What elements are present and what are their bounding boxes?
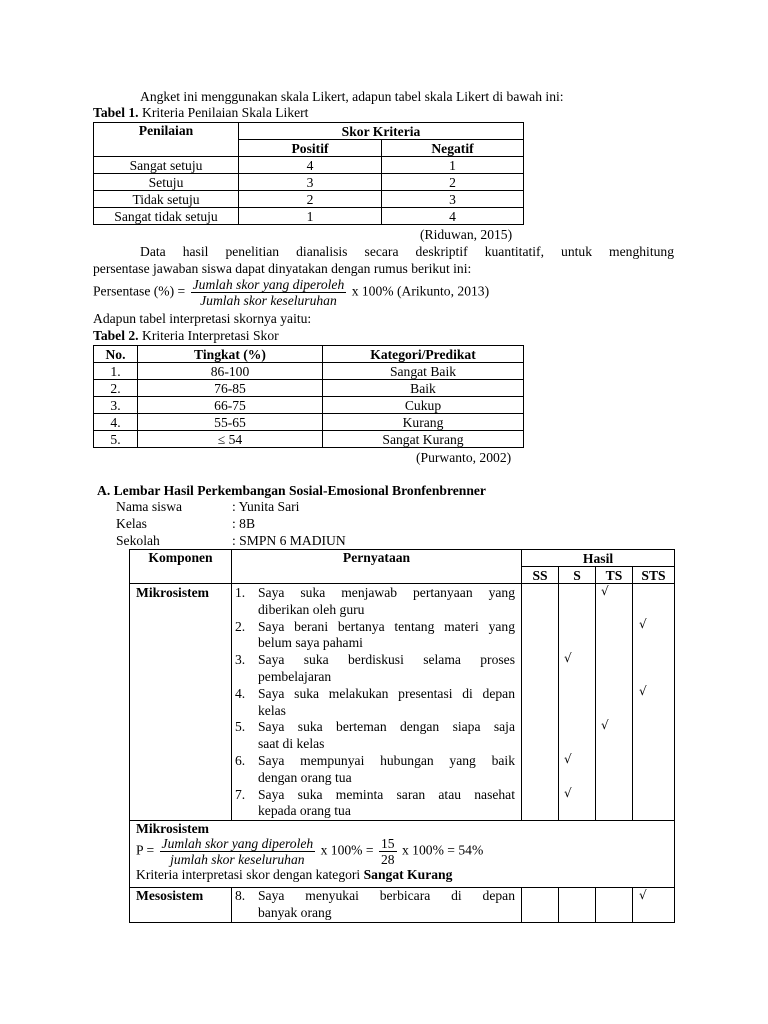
- header-no: No.: [94, 346, 138, 363]
- header-kategori: Kategori/Predikat: [323, 346, 524, 363]
- mikrosistem-summary: [130, 821, 675, 888]
- header-komponen: Komponen: [130, 550, 232, 584]
- col-sts: [633, 888, 675, 923]
- table1-caption: Tabel 1. Kriteria Penilaian Skala Likert: [93, 105, 309, 120]
- table-row: 2. 76-85 Baik: [94, 380, 524, 397]
- list-item: 1. Saya suka menjawab pertanyaan yang diberikan oleh guru: [235, 585, 515, 617]
- mikrosistem-summary-row: [130, 821, 675, 888]
- section-a-heading: A. Lembar Hasil Perkembangan Sosial-Emosional Bronfenbrenner: [97, 483, 486, 498]
- header-positif: Positif: [239, 140, 382, 157]
- social-emotional-result-table: [129, 549, 675, 923]
- list-item: 6. Saya mempunyai hubungan yang baik dengan orang tua: [235, 752, 515, 785]
- student-name-label: Nama siswa: [116, 499, 183, 514]
- table-row: Setuju 3 2: [94, 174, 524, 191]
- check-mark-sts-8: √: [639, 888, 647, 903]
- col-s: [559, 584, 596, 821]
- table-row: 4. 55-65 Kurang: [94, 414, 524, 431]
- summary-fraction: $\frac{\text{Jumlah skor yang diperoleh}}{\text{jumlah skor keseluruhan}}$: [161, 836, 314, 868]
- likert-intro-text: Angket ini menggunakan skala Likert, adapun tabel skala Likert di bawah ini:: [140, 89, 564, 104]
- score-interpretation-table: [93, 345, 524, 448]
- header-s: S: [559, 567, 596, 584]
- col-ts: [596, 584, 633, 821]
- criteria-category: Sangat Kurang: [363, 867, 453, 883]
- check-mark-sts-4: √: [639, 684, 647, 698]
- formula-fraction: $\frac{\text{Jumlah skor yang diperoleh}}{\text{Jumlah skor keseluruhan}}$: [192, 277, 345, 308]
- analysis-paragraph-line2: persentase jawaban siswa dapat dinyatakan dengan rumus berikut ini:: [93, 261, 472, 276]
- check-mark-s-7: √: [564, 786, 572, 800]
- check-mark-ts-1: √: [601, 584, 609, 598]
- check-mark-sts-2: √: [639, 617, 647, 631]
- header-ss: SS: [522, 567, 559, 584]
- student-name-value: : Yunita Sari: [232, 499, 300, 514]
- mesosistem-row: [130, 888, 675, 923]
- header-ts: TS: [596, 567, 633, 584]
- class-value: : 8B: [232, 516, 256, 531]
- header-sts: STS: [633, 567, 675, 584]
- col-ss: [522, 584, 559, 821]
- list-item: 2. Saya berani bertanya tentang materi yang belum saya pahami: [235, 618, 515, 651]
- table-row: 3. 66-75 Cukup: [94, 397, 524, 414]
- list-item: 7. Saya suka meminta saran atau nasehat kepada orang tua: [235, 786, 515, 819]
- col-ts: [596, 888, 633, 923]
- col-ss: [522, 888, 559, 923]
- school-label: Sekolah: [116, 533, 160, 548]
- mikrosistem-statements: [232, 584, 522, 821]
- table1-source: (Riduwan, 2015): [420, 227, 513, 242]
- summary-formula: P = $\frac{\text{Jumlah skor yang diperoleh}}{\text{jumlah skor keseluruhan}}$ x 100% = $\frac{15}{28}$ x 100% = 54%: [136, 836, 484, 868]
- mikrosistem-label: Mikrosistem: [130, 584, 232, 821]
- table2-caption: Tabel 2. Kriteria Interpretasi Skor: [93, 328, 279, 343]
- mesosistem-statements: [232, 888, 522, 923]
- analysis-paragraph-line1: Data hasil penelitian dianalisis secara deskriptif kuantitatif, untuk menghitung: [140, 244, 674, 259]
- table2-source: (Purwanto, 2002): [416, 450, 512, 465]
- mikrosistem-row: [130, 584, 675, 821]
- class-label: Kelas: [116, 516, 147, 531]
- header-negatif: Negatif: [382, 140, 524, 157]
- school-value: : SMPN 6 MADIUN: [232, 533, 346, 548]
- percentage-formula: Persentase (%) = $\frac{\text{Jumlah skor yang diperoleh}}{\text{Jumlah skor keseluruhan}}$ x 100% (Arikunto, 2013): [93, 277, 490, 308]
- list-item: 8. Saya menyukai berbicara di depan banyak orang: [235, 888, 515, 920]
- score-fraction: $\frac{15}{28}$: [380, 836, 395, 868]
- list-item: 4. Saya suka melakukan presentasi di depan kelas: [235, 685, 515, 718]
- table-row: 5. ≤ 54 Sangat Kurang: [94, 431, 524, 448]
- header-skor-kriteria: Skor Kriteria: [239, 123, 524, 140]
- header-tingkat: Tingkat (%): [138, 346, 323, 363]
- table-row: Tidak setuju 2 3: [94, 191, 524, 208]
- check-mark-ts-5: √: [601, 718, 609, 732]
- table-row: 1. 86-100 Sangat Baik: [94, 363, 524, 380]
- check-mark-s-3: √: [564, 651, 572, 665]
- table-row: Sangat setuju 4 1: [94, 157, 524, 174]
- summary-criteria: Kriteria interpretasi skor dengan kategori Sangat Kurang: [136, 867, 453, 883]
- table-row: Sangat tidak setuju 1 4: [94, 208, 524, 225]
- summary-title: Mikrosistem: [136, 821, 209, 837]
- col-s: [559, 888, 596, 923]
- check-mark-s-6: √: [564, 752, 572, 766]
- likert-criteria-table: [93, 122, 524, 225]
- col-sts: [633, 584, 675, 821]
- mesosistem-label: Mesosistem: [130, 888, 232, 923]
- header-hasil: Hasil: [522, 550, 675, 567]
- header-penilaian: Penilaian: [94, 123, 239, 157]
- list-item: 3. Saya suka berdiskusi selama proses pembelajaran: [235, 652, 515, 684]
- interpretation-intro: Adapun tabel interpretasi skornya yaitu:: [93, 311, 312, 326]
- header-pernyataan: Pernyataan: [232, 550, 522, 584]
- list-item: 5. Saya suka berteman dengan siapa saja saat di kelas: [235, 719, 515, 752]
